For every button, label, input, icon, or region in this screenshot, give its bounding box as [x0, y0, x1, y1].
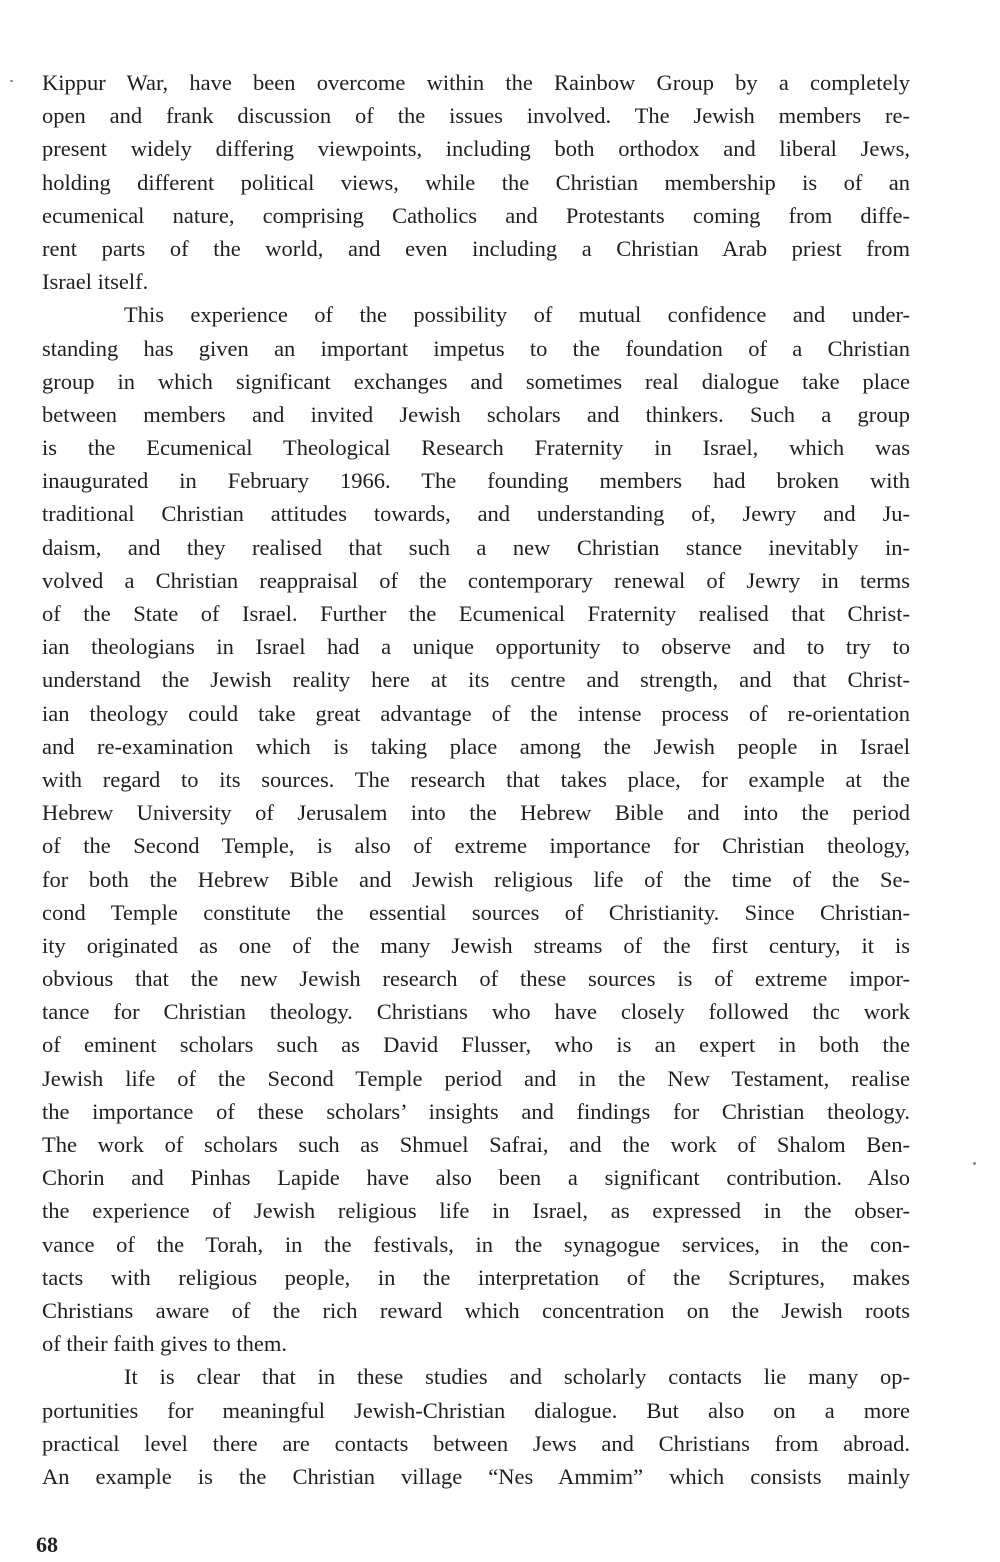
text-line: It is clear that in these studies and scholarly contacts lie many op- [124, 1364, 910, 1390]
text-line: An example is the Christian village “Nes Ammim” which consists mainly [42, 1463, 910, 1489]
text-line: cond Temple constitute the essential sources of Christianity. Since Christian- [42, 899, 910, 925]
text-line: with regard to its sources. The research that takes place, for example at the [42, 766, 910, 792]
scan-speck [10, 80, 13, 82]
text-line: This experience of the possibility of mutual confidence and under- [124, 302, 910, 328]
text-line: holding different political views, while the Christian membership is of an [42, 169, 910, 195]
scan-speck [973, 1162, 976, 1165]
text-line: the experience of Jewish religious life in Israel, as expressed in the obser- [42, 1198, 910, 1224]
text-line: rent parts of the world, and even including a Christian Arab priest from [42, 235, 910, 261]
text-line: for both the Hebrew Bible and Jewish religious life of the time of the Se- [42, 866, 910, 892]
text-line: open and frank discussion of the issues involved. The Jewish members re- [42, 103, 910, 129]
text-line: of the State of Israel. Further the Ecumenical Fraternity realised that Christ- [42, 601, 910, 626]
text-line: between members and invited Jewish scholars and thinkers. Such a group [42, 401, 910, 427]
paragraph [42, 1360, 910, 1493]
text-line: portunities for meaningful Jewish-Christian dialogue. But also on a more [42, 1397, 910, 1423]
text-line: practical level there are contacts between Jews and Christians from abroad. [42, 1430, 910, 1456]
text-line: daism, and they realised that such a new Christian stance inevitably in- [42, 534, 910, 560]
text-line: group in which significant exchanges and sometimes real dialogue take place [42, 368, 910, 394]
page-number: 68 [36, 1532, 58, 1557]
text-line: ecumenical nature, comprising Catholics and Protestants coming from diffe- [42, 202, 910, 228]
text-line: the importance of these scholars’ insights and findings for Christian theology. [42, 1098, 910, 1124]
text-line: The work of scholars such as Shmuel Safrai, and the work of Shalom Ben- [42, 1132, 910, 1157]
text-line: Chorin and Pinhas Lapide have also been a significant contribution. Also [42, 1165, 910, 1191]
text-line: vance of the Torah, in the festivals, in the synagogue services, in the con- [42, 1231, 910, 1257]
text-line: traditional Christian attitudes towards, and understanding of, Jewry and Ju- [42, 501, 910, 527]
text-line: tance for Christian theology. Christians who have closely followed thc work [42, 999, 910, 1025]
text-line: of eminent scholars such as David Flusser, who is an expert in both the [42, 1032, 910, 1058]
text-line: inaugurated in February 1966. The founding members had broken with [42, 468, 910, 494]
paragraph [42, 66, 910, 298]
text-line: understand the Jewish reality here at its centre and strength, and that Christ- [42, 667, 910, 693]
text-line: of their faith gives to them. [42, 1331, 287, 1357]
text-line: ity originated as one of the many Jewish streams of the first century, it is [42, 932, 910, 958]
text-line: volved a Christian reappraisal of the contemporary renewal of Jewry in terms [42, 567, 910, 593]
body-text [42, 66, 910, 1493]
text-line: and re-examination which is taking place among the Jewish people in Israel [42, 733, 910, 759]
text-line: Hebrew University of Jerusalem into the Hebrew Bible and into the period [42, 800, 910, 826]
text-line: standing has given an important impetus to the foundation of a Christian [42, 335, 910, 361]
text-line: ian theologians in Israel had a unique opportunity to observe and to try to [42, 634, 910, 660]
text-line: is the Ecumenical Theological Research Fraternity in Israel, which was [42, 435, 910, 461]
text-line: of the Second Temple, is also of extreme importance for Christian theology, [42, 833, 910, 859]
text-line: present widely differing viewpoints, including both orthodox and liberal Jews, [42, 136, 910, 162]
text-line: ian theology could take great advantage of the intense process of re-orientation [42, 700, 910, 726]
text-line: Christians aware of the rich reward which concentration on the Jewish roots [42, 1297, 910, 1323]
text-line: obvious that the new Jewish research of these sources is of extreme impor- [42, 966, 910, 992]
text-line: Israel itself. [42, 269, 149, 295]
text-line: Jewish life of the Second Temple period and in the New Testament, realise [42, 1065, 910, 1091]
text-line: tacts with religious people, in the interpretation of the Scriptures, makes [42, 1264, 910, 1290]
text-line: Kippur War, have been overcome within the Rainbow Group by a completely [42, 70, 910, 95]
paragraph [42, 298, 910, 1360]
